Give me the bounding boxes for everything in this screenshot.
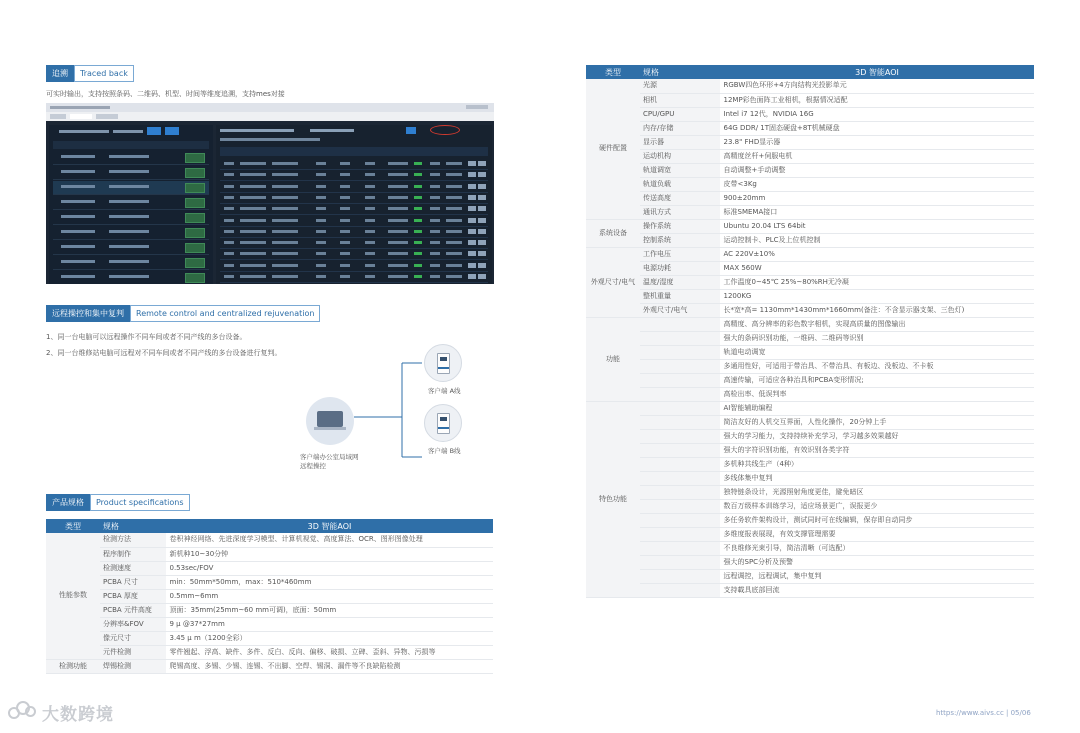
- client-a-machine: [424, 344, 462, 382]
- table-row: [586, 233, 1034, 247]
- spec-name-cell: 程序制作: [100, 547, 166, 561]
- screenshot-list-item: [53, 211, 209, 225]
- screenshot-list-item: [53, 256, 209, 270]
- spec-value-cell: 高精度丝杆+伺服电机: [720, 149, 1034, 163]
- table-row: [46, 603, 493, 617]
- spec-name-cell: 控制系统: [640, 233, 720, 247]
- spec-value-cell: 0.5mm~6mm: [166, 589, 493, 603]
- table-header-cell: 类型: [46, 519, 100, 533]
- remote-line-1: 1、同一台电脑可以远程操作不同车间或者不同产线的多台设备。: [46, 333, 247, 341]
- spec-name-cell: [640, 387, 720, 401]
- spec-name-cell: [640, 415, 720, 429]
- spec-value-cell: 卷积神经网络、先进深度学习模型、计算机视觉、高度算法、OCR、图形图像处理: [166, 533, 493, 547]
- table-row: [586, 527, 1034, 541]
- footer-url: https://www.aivs.cc | 05/06: [936, 709, 1031, 717]
- table-header-cell: 规格: [640, 65, 720, 79]
- spec-name-cell: 工作电压: [640, 247, 720, 261]
- table-row: [586, 415, 1034, 429]
- table-row: [586, 555, 1034, 569]
- category-cell: 硬件配置: [586, 79, 640, 219]
- spec-name-cell: [640, 541, 720, 555]
- spec-name-cell: 外观尺寸/电气: [640, 303, 720, 317]
- spec-name-cell: CPU/GPU: [640, 107, 720, 121]
- table-row: [586, 93, 1034, 107]
- screenshot-table-row: [220, 248, 488, 260]
- category-cell: 功能: [586, 317, 640, 401]
- office-label-2: 远程操控: [300, 462, 326, 470]
- spec-value-cell: 远程调控，远程调试，集中复判: [720, 569, 1034, 583]
- spec-name-cell: 光源: [640, 79, 720, 93]
- table-row: [586, 303, 1034, 317]
- table-row: [586, 359, 1034, 373]
- spec-value-cell: 1200KG: [720, 289, 1034, 303]
- remote-line-2: 2、同一台维修站电脑可远程对不同车间或者不同产线的多台设备进行复判。: [46, 349, 282, 357]
- spec-value-cell: 顶面：35mm(25mm~60 mm可调)，底面：50mm: [166, 603, 493, 617]
- client-b-machine: [424, 404, 462, 442]
- table-row: [46, 659, 493, 673]
- spec-value-cell: min：50mm*50mm，max：510*460mm: [166, 575, 493, 589]
- screenshot-list-item: [53, 196, 209, 210]
- spec-value-cell: 支持載具底部回流: [720, 583, 1034, 597]
- table-row: [46, 575, 493, 589]
- spec-value-cell: 0.53sec/FOV: [166, 561, 493, 575]
- spec-name-cell: [640, 527, 720, 541]
- spec-name-cell: [640, 331, 720, 345]
- table-row: [46, 645, 493, 659]
- screenshot-table-row: [220, 226, 488, 238]
- product-tab-en: Product specifications: [90, 494, 190, 511]
- spec-name-cell: 轨道调宽: [640, 163, 720, 177]
- office-computer-illustration: [306, 397, 354, 445]
- screenshot-list-item: [53, 166, 209, 180]
- table-header-row: [586, 65, 1034, 79]
- spec-value-cell: 900±20mm: [720, 191, 1034, 205]
- watermark-logo-icon: [8, 701, 38, 723]
- spec-name-cell: 轨道负载: [640, 177, 720, 191]
- spec-value-cell: 多维度报表展现，有效支撑管理需要: [720, 527, 1034, 541]
- traceability-software-screenshot: [46, 103, 494, 284]
- spec-value-cell: Ubuntu 20.04 LTS 64bit: [720, 219, 1034, 233]
- spec-name-cell: 运动机构: [640, 149, 720, 163]
- table-row: [586, 317, 1034, 331]
- product-tab-zh: 产品规格: [46, 494, 90, 511]
- spec-name-cell: [640, 471, 720, 485]
- screenshot-table-row: [220, 237, 488, 249]
- spec-name-cell: [640, 401, 720, 415]
- screenshot-table-row: [220, 271, 488, 283]
- spec-name-cell: 分辨率&FOV: [100, 617, 166, 631]
- spec-name-cell: 电源功耗: [640, 261, 720, 275]
- category-cell: 性能参数: [46, 533, 100, 659]
- spec-value-cell: 标准SMEMA接口: [720, 205, 1034, 219]
- table-row: [586, 513, 1034, 527]
- table-row: [586, 443, 1034, 457]
- spec-value-cell: Intel i7 12代，NVIDIA 16G: [720, 107, 1034, 121]
- table-row: [586, 569, 1034, 583]
- spec-value-cell: 零件翘起、浮高、缺件、多件、反白、反向、偏移、破损、立碑、歪斜、异物、污损等: [166, 645, 493, 659]
- right-spec-table: [586, 65, 1034, 598]
- spec-value-cell: 强大的字符识别功能，有效识别各类字符: [720, 443, 1034, 457]
- spec-name-cell: 相机: [640, 93, 720, 107]
- spec-name-cell: 元件检测: [100, 645, 166, 659]
- table-row: [586, 471, 1034, 485]
- aoi-machine-icon: [437, 413, 450, 434]
- remote-tab-en: Remote control and centralized rejuvenation: [130, 305, 320, 322]
- spec-name-cell: [640, 485, 720, 499]
- table-row: [586, 205, 1034, 219]
- screenshot-tabbar: [46, 112, 494, 121]
- table-row: [586, 387, 1034, 401]
- category-cell: 特色功能: [586, 401, 640, 597]
- spec-value-cell: 简洁友好的人机交互界面，人性化操作，20分钟上手: [720, 415, 1034, 429]
- spec-value-cell: 23.8" FHD显示器: [720, 135, 1034, 149]
- table-row: [586, 401, 1034, 415]
- trace-section-tab: [46, 65, 134, 82]
- spec-name-cell: [640, 555, 720, 569]
- table-row: [586, 275, 1034, 289]
- spec-value-cell: AI智能辅助编程: [720, 401, 1034, 415]
- spec-value-cell: 多机种共线生产（4种）: [720, 457, 1034, 471]
- screenshot-titlebar: [46, 103, 494, 112]
- category-cell: 系统设备: [586, 219, 640, 247]
- screenshot-list-item: [53, 271, 209, 284]
- screenshot-table-row: [220, 192, 488, 204]
- table-row: [46, 631, 493, 645]
- table-row: [46, 589, 493, 603]
- table-row: [586, 429, 1034, 443]
- spec-name-cell: [640, 457, 720, 471]
- table-row: [586, 107, 1034, 121]
- spec-value-cell: 皮带<3Kg: [720, 177, 1034, 191]
- table-row: [46, 561, 493, 575]
- screenshot-list-item: [53, 151, 209, 165]
- spec-value-cell: 多任务软件架构设计，测试同时可在线编辑，保存即自动同步: [720, 513, 1034, 527]
- spec-name-cell: PCBA 元件高度: [100, 603, 166, 617]
- screenshot-table-row: [220, 215, 488, 227]
- category-cell: 外观尺寸/电气: [586, 247, 640, 317]
- table-header-cell: 类型: [586, 65, 640, 79]
- table-row: [586, 331, 1034, 345]
- screenshot-list-item: [53, 226, 209, 240]
- spec-value-cell: 不良维修光束引导，简洁清晰（可选配）: [720, 541, 1034, 555]
- spec-value-cell: 轨道电动调宽: [720, 345, 1034, 359]
- spec-name-cell: 检测速度: [100, 561, 166, 575]
- spec-value-cell: 爬锡高度、多锡、少锡、连锡、不出脚、空焊、锡洞、漏件等不良缺陷检测: [166, 659, 493, 673]
- category-cell: 检测功能: [46, 659, 100, 673]
- screenshot-table-row: [220, 181, 488, 193]
- trace-tab-zh: 追溯: [46, 65, 74, 82]
- spec-name-cell: 温度/湿度: [640, 275, 720, 289]
- spec-value-cell: 3.45 μ m（1200全彩）: [166, 631, 493, 645]
- spec-name-cell: 检测方法: [100, 533, 166, 547]
- spec-value-cell: 12MP彩色面阵工业相机，根据情况适配: [720, 93, 1034, 107]
- screenshot-right-pane: [216, 125, 492, 284]
- table-row: [586, 121, 1034, 135]
- spec-name-cell: 操作系统: [640, 219, 720, 233]
- table-row: [586, 457, 1034, 471]
- table-row: [46, 547, 493, 561]
- spec-value-cell: 运动控制卡、PLC及上位机控制: [720, 233, 1034, 247]
- spec-value-cell: 长*宽*高= 1130mm*1430mm*1660mm(备注：不含显示器支架、三色灯): [720, 303, 1034, 317]
- office-label-1: 客户端办公室局域网: [300, 453, 359, 461]
- spec-name-cell: [640, 583, 720, 597]
- spec-name-cell: 显示器: [640, 135, 720, 149]
- spec-name-cell: [640, 513, 720, 527]
- remote-tab-zh: 远程操控和集中复判: [46, 305, 130, 322]
- spec-name-cell: PCBA 尺寸: [100, 575, 166, 589]
- spec-value-cell: 9 μ @37*27mm: [166, 617, 493, 631]
- laptop-icon: [317, 411, 343, 427]
- table-row: [586, 583, 1034, 597]
- spec-value-cell: MAX 560W: [720, 261, 1034, 275]
- table-row: [586, 485, 1034, 499]
- trace-tab-en: Traced back: [74, 65, 134, 82]
- screenshot-table-row: [220, 203, 488, 215]
- table-header-cell: 规格: [100, 519, 166, 533]
- table-header-row: [46, 519, 493, 533]
- spec-value-cell: 高精度、高分辨率的彩色数字相机，实现高质量的图像输出: [720, 317, 1034, 331]
- spec-name-cell: 整机重量: [640, 289, 720, 303]
- spec-name-cell: 焊锡检测: [100, 659, 166, 673]
- screenshot-table-row: [220, 169, 488, 181]
- spec-value-cell: 强大的SPC分析及预警: [720, 555, 1034, 569]
- table-row: [586, 149, 1034, 163]
- screenshot-list-item: [53, 181, 209, 195]
- table-row: [586, 177, 1034, 191]
- screenshot-left-pane: [49, 125, 213, 284]
- spec-name-cell: PCBA 厚度: [100, 589, 166, 603]
- client-b-label: 客户端 B线: [428, 447, 461, 455]
- table-row: [586, 135, 1034, 149]
- screenshot-table-row: [220, 158, 488, 170]
- table-row: [586, 191, 1034, 205]
- screenshot-table-row: [220, 260, 488, 272]
- table-row: [586, 345, 1034, 359]
- table-row: [586, 289, 1034, 303]
- table-row: [586, 247, 1034, 261]
- spec-name-cell: [640, 429, 720, 443]
- spec-value-cell: 强大的学习能力，支持持续补充学习，学习越多效果越好: [720, 429, 1034, 443]
- table-row: [586, 163, 1034, 177]
- table-row: [46, 617, 493, 631]
- spec-value-cell: 高检出率、低误判率: [720, 387, 1034, 401]
- table-row: [586, 79, 1034, 93]
- trace-description: 可实时输出，支持按照条码、二维码、机型、时间等维度追溯，支持mes对接: [46, 90, 285, 98]
- table-row: [586, 541, 1034, 555]
- watermark-text: 大数跨境: [42, 704, 114, 725]
- spec-name-cell: 通讯方式: [640, 205, 720, 219]
- aoi-machine-icon: [437, 353, 450, 374]
- table-row: [586, 219, 1034, 233]
- spec-value-cell: 高速传输，可适应各种治具和PCBA变形情况;: [720, 373, 1034, 387]
- spec-value-cell: 工作温度0~45℃ 25%~80%RH无冷凝: [720, 275, 1034, 289]
- spec-name-cell: 传送高度: [640, 191, 720, 205]
- table-row: [586, 261, 1034, 275]
- spec-value-cell: 自动调整+手动调整: [720, 163, 1034, 177]
- spec-value-cell: 64G DDR/ 1T固态硬盘+8T机械硬盘: [720, 121, 1034, 135]
- spec-value-cell: 新机种10~30分钟: [166, 547, 493, 561]
- spec-name-cell: 内存/存储: [640, 121, 720, 135]
- spec-name-cell: [640, 569, 720, 583]
- product-section-tab: [46, 494, 190, 511]
- spec-value-cell: RGBW四色环形+4方向结构光投影单元: [720, 79, 1034, 93]
- left-spec-table: [46, 519, 493, 674]
- spec-value-cell: 数百万级样本训练学习，适应场景更广，误报更少: [720, 499, 1034, 513]
- spec-name-cell: [640, 499, 720, 513]
- spec-name-cell: [640, 317, 720, 331]
- remote-section-tab: [46, 305, 320, 322]
- table-header-cell: 3D 智能AOI: [166, 519, 493, 533]
- spec-value-cell: 多通用性好，可适用于带治具、不带治具、有板边、没板边、不卡板: [720, 359, 1034, 373]
- table-row: [46, 533, 493, 547]
- spec-value-cell: 多线体集中复判: [720, 471, 1034, 485]
- table-header-cell: 3D 智能AOI: [720, 65, 1034, 79]
- client-a-label: 客户端 A线: [428, 387, 461, 395]
- screenshot-list-item: [53, 241, 209, 255]
- spec-name-cell: [640, 359, 720, 373]
- spec-name-cell: 像元尺寸: [100, 631, 166, 645]
- spec-value-cell: AC 220V±10%: [720, 247, 1034, 261]
- spec-name-cell: [640, 443, 720, 457]
- spec-name-cell: [640, 373, 720, 387]
- spec-name-cell: [640, 345, 720, 359]
- spec-value-cell: 强大的条码识别功能，一维码、二维码等识别: [720, 331, 1034, 345]
- table-row: [586, 373, 1034, 387]
- table-row: [586, 499, 1034, 513]
- watermark: [8, 698, 114, 726]
- spec-value-cell: 独特链条设计，光源照射角度更佳，避免暗区: [720, 485, 1034, 499]
